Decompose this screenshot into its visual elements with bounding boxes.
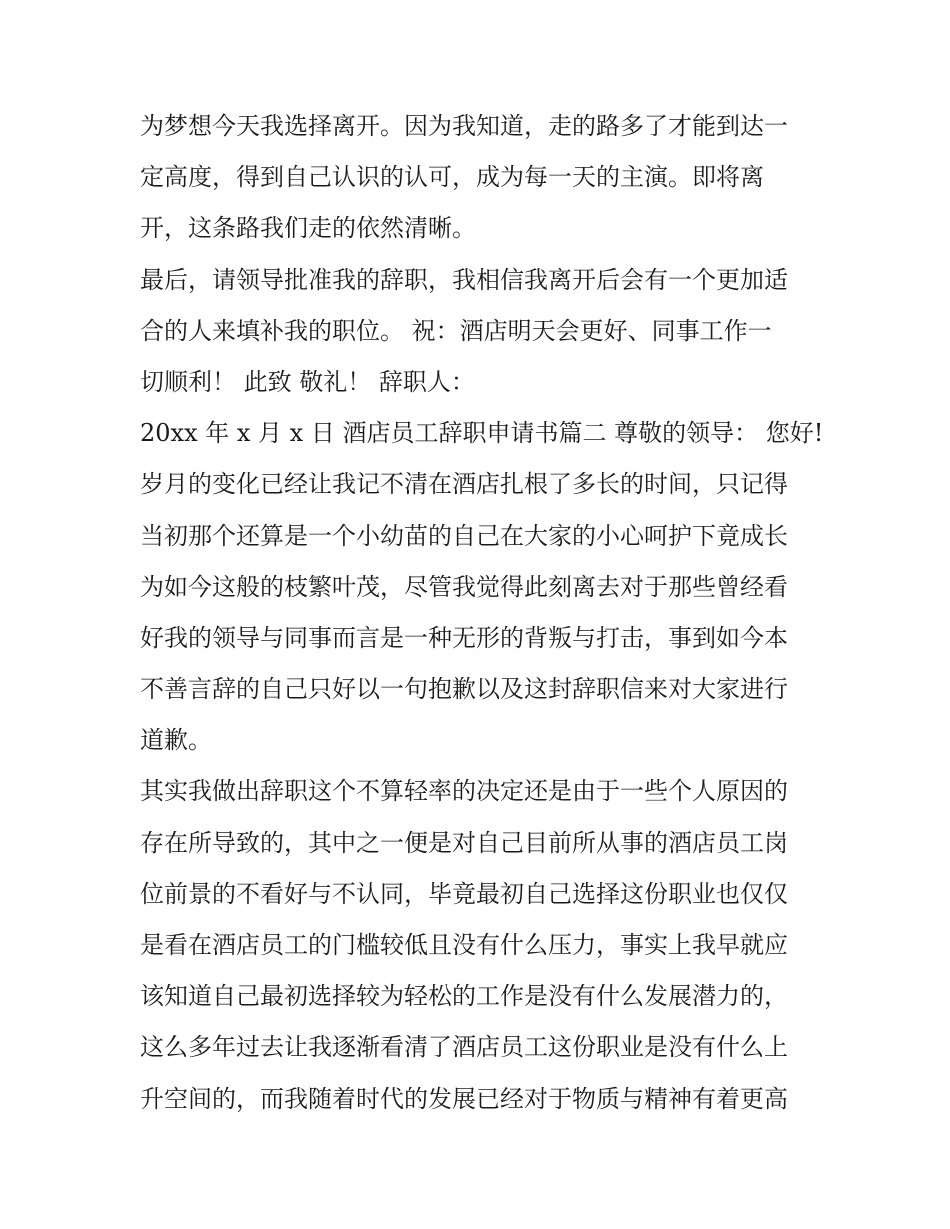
- text-line: 定高度，得到自己认识的认可，成为每一天的主演。即将离: [140, 163, 764, 192]
- text-line: 是看在酒店员工的门槛较低且没有什么压力，事实上我早就应: [140, 931, 788, 959]
- text-line: 合的人来填补我的职位。 祝：酒店明天会更好、同事工作一: [140, 316, 772, 345]
- text-line: 最后，请领导批准我的辞职，我相信我离开后会有一个更加适: [140, 265, 788, 294]
- text-line: 这么多年过去让我逐渐看清了酒店员工这份职业是没有什么上: [140, 1033, 788, 1062]
- text-line: 其实我做出辞职这个不算轻率的决定还是由于一些个人原因的: [140, 777, 788, 806]
- text-line: 位前景的不看好与不认同，毕竟最初自己选择这份职业也仅仅: [140, 879, 788, 908]
- text-line: 该知道自己最初选择较为轻松的工作是没有什么发展潜力的，: [140, 982, 788, 1011]
- text-line: 当初那个还算是一个小幼苗的自己在大家的小心呵护下竟成长: [140, 521, 788, 550]
- text-line: 存在所导致的，其中之一便是对自己目前所从事的酒店员工岗: [140, 828, 788, 857]
- text-line: 道歉。: [140, 726, 212, 755]
- document-body: [140, 101, 824, 1125]
- text-line: 岁月的变化已经让我记不清在酒店扎根了多长的时间，只记得: [140, 470, 788, 499]
- text-line: 不善言辞的自己只好以一句抱歉以及这封辞职信来对大家进行: [140, 675, 788, 704]
- text-line: 为梦想今天我选择离开。因为我知道，走的路多了才能到达一: [140, 112, 788, 140]
- text-line: 切顺利！ 此致 敬礼！ 辞职人：: [140, 367, 475, 396]
- text-line: 20xx 年 x 月 x 日 酒店员工辞职申请书篇二 尊敬的领导： 您好!: [140, 419, 824, 448]
- text-line: 为如今这般的枝繁叶茂，尽管我觉得此刻离去对于那些曾经看: [140, 572, 788, 601]
- text-line: 升空间的，而我随着时代的发展已经对于物质与精神有着更高: [140, 1084, 788, 1113]
- text-line: 开，这条路我们走的依然清晰。: [140, 214, 476, 243]
- text-line: 好我的领导与同事而言是一种无形的背叛与打击，事到如今本: [140, 623, 788, 652]
